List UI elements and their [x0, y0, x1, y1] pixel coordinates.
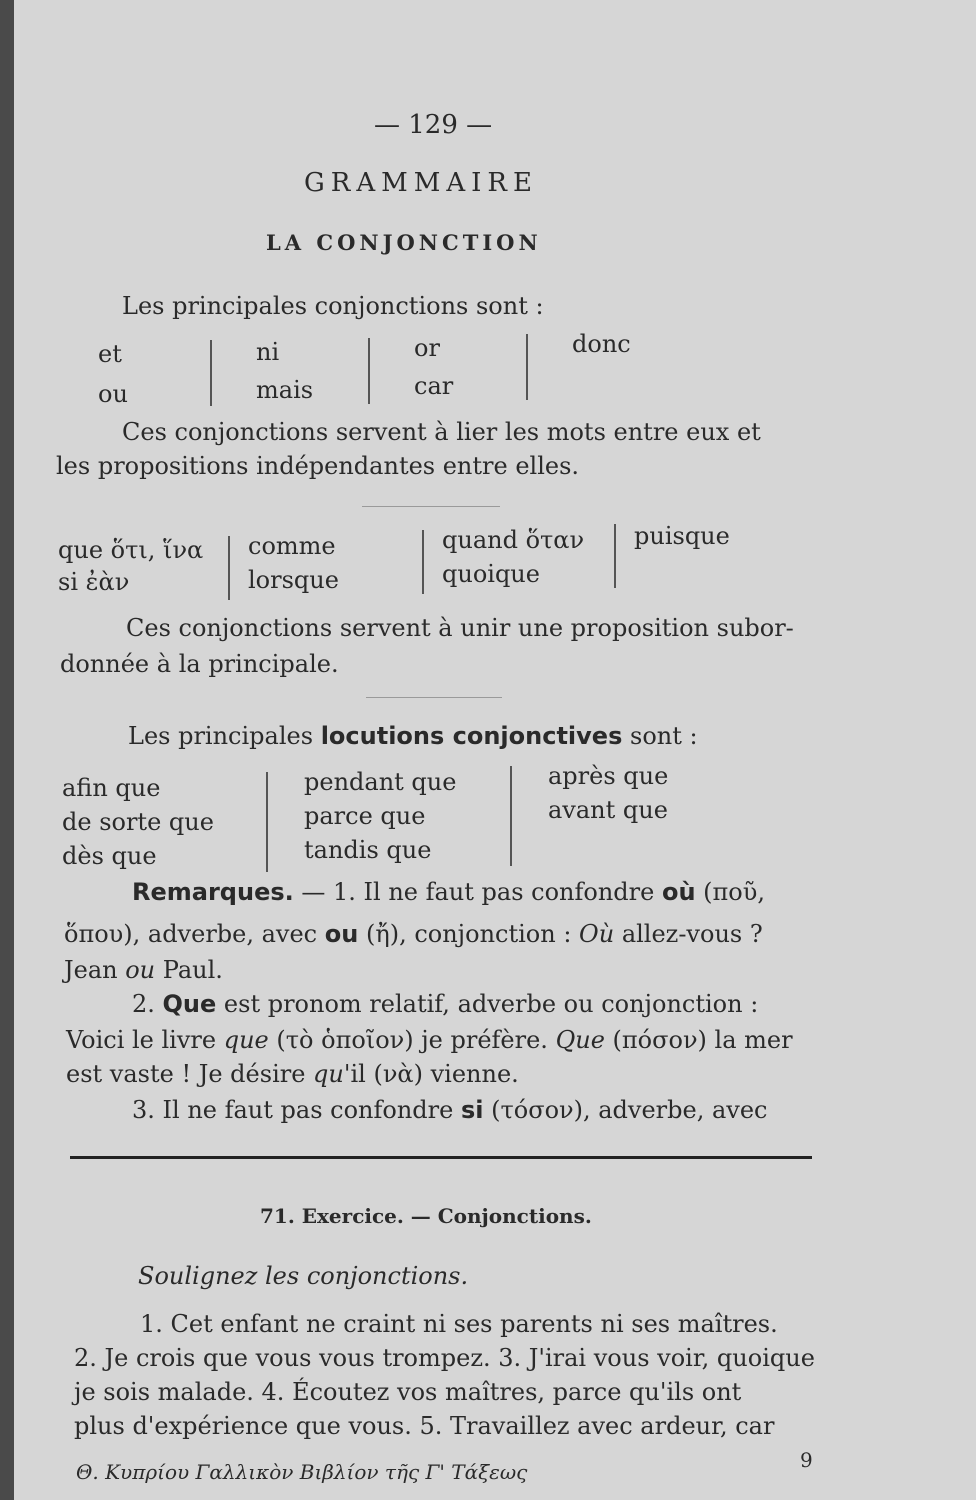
exercise-instruction: Soulignez les conjonctions.: [138, 1262, 469, 1290]
table-cell: mais: [256, 376, 314, 404]
section-divider: [366, 697, 502, 698]
table-cell: et: [98, 340, 122, 368]
locution-item: pendant que: [304, 768, 457, 796]
table-cell: car: [414, 372, 454, 400]
remark-3-line1: 3. Il ne faut pas confondre si (τόσον), adverbe, avec: [132, 1096, 768, 1124]
exercise-line: 2. Je crois que vous vous trompez. 3. J'irai vous voir, quoique: [74, 1344, 815, 1372]
remark-2-line1: 2. Que est pronom relatif, adverbe ou conjonction :: [132, 990, 759, 1018]
column-divider: [510, 766, 512, 866]
page: [14, 0, 976, 1500]
subordination-explanation-line1: Ces conjonctions servent à unir une proposition subor-: [126, 614, 794, 642]
remark-1-line1: Remarques. — 1. Il ne faut pas confondre où (ποῦ,: [132, 878, 765, 906]
exercise-heading: 71. Exercice. — Conjonctions.: [260, 1204, 592, 1228]
table-cell: quand ὅταν: [442, 526, 585, 554]
remark-2-line2: Voici le livre que (τὸ ὁποῖον) je préfère. Que (πόσον) la mer: [66, 1026, 793, 1054]
remark-1-line3: Jean ou Paul.: [64, 956, 223, 984]
coordination-explanation-line1: Ces conjonctions servent à lier les mots entre eux et: [122, 418, 761, 446]
locution-item: parce que: [304, 802, 426, 830]
exercise-line: plus d'expérience que vous. 5. Travaillez avec ardeur, car: [74, 1412, 775, 1440]
subordination-explanation-line2: donnée à la principale.: [60, 650, 339, 678]
page-number: — 129 —: [374, 110, 493, 140]
column-divider: [210, 340, 212, 406]
exercise-line: je sois malade. 4. Écoutez vos maîtres, parce qu'ils ont: [74, 1378, 742, 1406]
table-cell: lorsque: [248, 566, 339, 594]
table-cell: quoique: [442, 560, 540, 588]
remark-2-line3: est vaste ! Je désire qu'il (νὰ) vienne.: [66, 1060, 519, 1088]
column-divider: [368, 338, 370, 404]
column-divider: [526, 334, 528, 400]
table-cell: ou: [98, 380, 128, 408]
column-divider: [266, 772, 268, 872]
remark-1-line2: ὅπου), adverbe, avec ou (ἤ), conjonction : Où allez-vous ?: [64, 920, 763, 948]
locution-item: afin que: [62, 774, 161, 802]
locution-item: tandis que: [304, 836, 432, 864]
signature-mark: 9: [800, 1448, 813, 1472]
table-cell: comme: [248, 532, 336, 560]
locution-item: dès que: [62, 842, 157, 870]
footer: Θ. Κυπρίου Γαλλικὸν Βιβλίον τῆς Γ' Τάξεως: [76, 1460, 528, 1484]
intro-coordination: Les principales conjonctions sont :: [122, 292, 544, 320]
column-divider: [614, 524, 616, 588]
exercise-separator: [70, 1156, 812, 1159]
table-cell: puisque: [634, 522, 730, 550]
table-cell: donc: [572, 330, 631, 358]
intro-locutions: Les principales locutions conjonctives sont :: [128, 722, 698, 750]
column-divider: [228, 536, 230, 600]
table-cell: ni: [256, 338, 280, 366]
table-cell: si ἐὰν: [58, 568, 130, 596]
coordination-explanation-line2: les propositions indépendantes entre elles.: [56, 452, 580, 480]
section-subtitle: LA CONJONCTION: [266, 230, 542, 255]
exercise-line: 1. Cet enfant ne craint ni ses parents ni ses maîtres.: [140, 1310, 778, 1338]
locution-item: de sorte que: [62, 808, 214, 836]
table-cell: que ὅτι, ἵνα: [58, 536, 204, 564]
locution-item: avant que: [548, 796, 668, 824]
table-cell: or: [414, 334, 440, 362]
page-title: GRAMMAIRE: [304, 168, 538, 198]
locution-item: après que: [548, 762, 669, 790]
section-divider: [362, 506, 500, 507]
column-divider: [422, 530, 424, 594]
